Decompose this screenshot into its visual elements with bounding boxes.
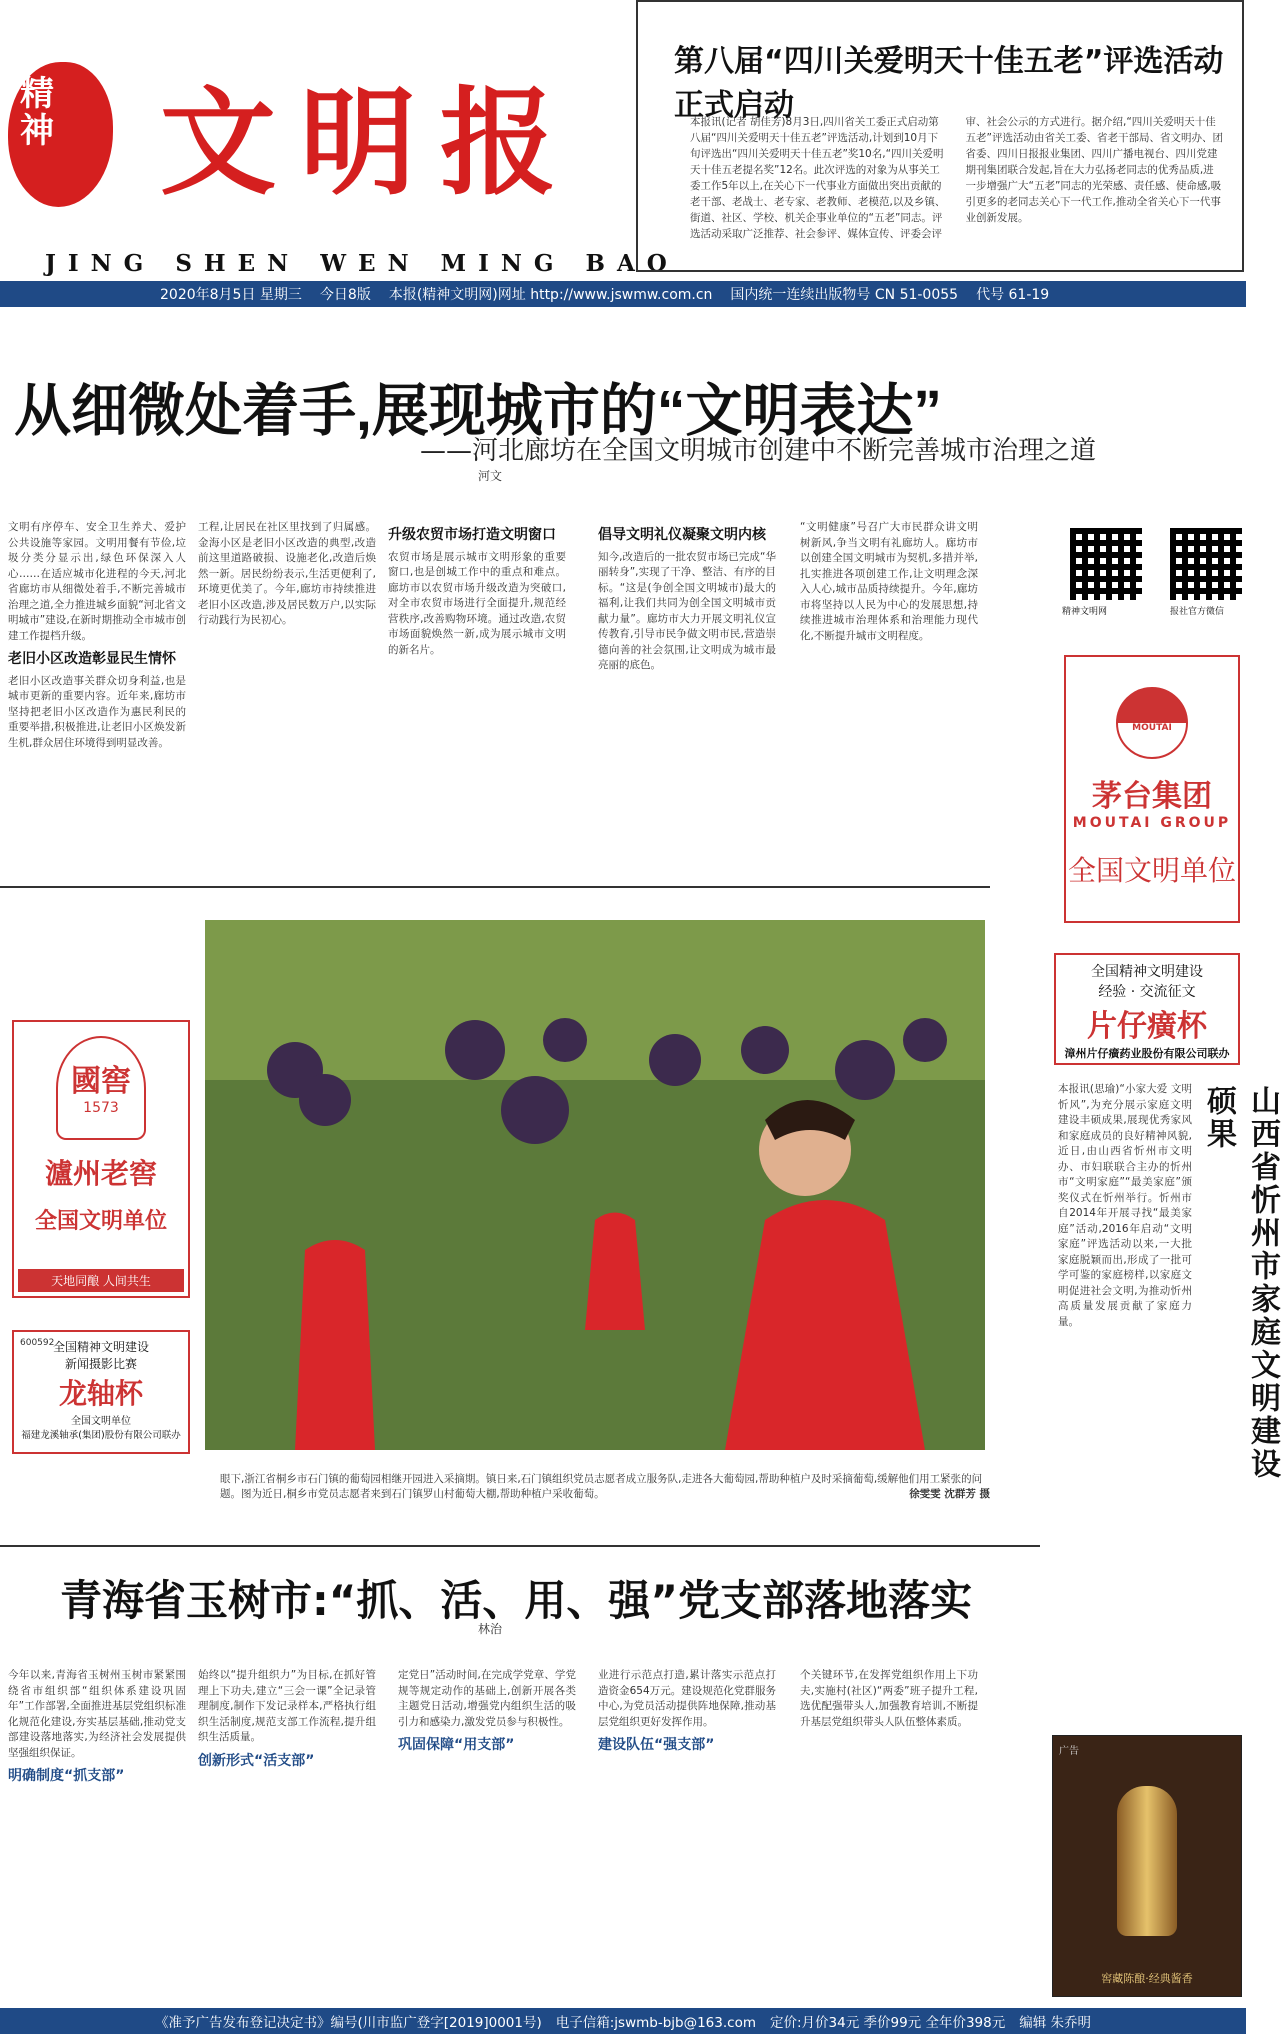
lead-col-3 — [388, 520, 566, 658]
longzhou-line1: 全国精神文明建设 — [52, 1340, 149, 1354]
postal-code: 代号 61-19 — [976, 287, 1050, 303]
second-col-3 — [398, 1668, 576, 1760]
moutai-en: MOUTAI GROUP — [1072, 815, 1232, 831]
liquor-bottle-icon — [1117, 1786, 1177, 1936]
lead-section-etiquette: 倡导文明礼仪凝聚文明内核 — [598, 527, 766, 543]
qr-label-1: 精神文明网 — [1062, 607, 1108, 617]
longzhou-code: 600592 — [20, 1338, 55, 1348]
issue-date: 2020年8月5日 星期三 — [160, 287, 302, 303]
masthead-seal-logo — [8, 62, 113, 207]
second-col-4-text: 业进行示范点打造,累计落实示范点打造资金654万元。建设规范化党群服务中心,为党员活动提供阵地保障,推动基层党组织更好发挥作用。 — [598, 1669, 776, 1728]
longzhou-company: 福建龙溪轴承(集团)股份有限公司联办 — [21, 1430, 181, 1441]
longzhou-name: 龙轴杯 — [58, 1377, 143, 1410]
guojiao-name: 國窖 — [71, 1064, 131, 1099]
moutai-logo-icon — [1116, 687, 1188, 759]
pzh-name: 片仔癀杯 — [1087, 1009, 1207, 1044]
lead-col-4 — [598, 520, 776, 674]
masthead-pinyin: JING SHEN WEN MING BAO — [45, 250, 679, 277]
lead-col-1 — [8, 520, 186, 751]
section-divider — [0, 886, 990, 888]
second-col-4 — [598, 1668, 776, 1760]
photo-caption-text: 眼下,浙江省桐乡市石门镇的葡萄园相继开园进入采摘期。镇日来,石门镇组织党员志愿者成立服务队,走进各大葡萄园,帮助种植户及时采摘葡萄,缓解他们用工紧张的问题。图为近日,桐乡市党员志愿者来到石门镇罗山村葡萄大棚,帮助种植户采收葡萄。 — [220, 1473, 983, 1500]
second-section-strengthen: 建设队伍“强支部” — [598, 1737, 715, 1753]
lead-byline: 河文 — [478, 469, 503, 483]
pzh-company: 漳州片仔癀药业股份有限公司联办 — [1064, 1047, 1230, 1060]
lead-section-old-community: 老旧小区改造彰显民生情怀 — [8, 651, 176, 667]
liquor-slogan: 窖藏陈酿·经典酱香 — [1101, 1972, 1193, 1985]
guojiao-brand: 瀘州老窖 — [44, 1157, 157, 1190]
lead-subhead: ——河北廊坊在全国文明城市创建中不断完善城市治理之道 — [420, 436, 1097, 466]
second-col-3-text: 定党日”活动时间,在完成学党章、学党规等规定动作的基础上,创新开展各类主题党日活动,增强党内组织生活的吸引力和感染力,激发党员参与积极性。 — [398, 1669, 576, 1728]
lead-section-market: 升级农贸市场打造文明窗口 — [388, 527, 556, 543]
second-col-1 — [8, 1668, 186, 1791]
second-col-5: 个关键环节,在发挥党组织作用上下功夫,实施村(社区)“两委”班子提升工程,选优配强带头人,加强教育培训,不断提升基层党组织带头人队伍整体素质。 — [800, 1669, 978, 1728]
longzhou-line2: 新闻摄影比赛 — [64, 1357, 137, 1371]
second-section-use: 巩固保障“用支部” — [398, 1737, 515, 1753]
moutai-logo-text: MOUTAI — [1132, 723, 1172, 733]
qr-label-2: 报社官方微信 — [1170, 607, 1225, 617]
lead-col-2: 工程,让居民在社区里找到了归属感。金海小区是老旧小区改造的典型,改造前这里道路破损、设施老化,改造后焕然一新。居民纷纷表示,生活更便利了,环境更优美了。今年,廊坊市持续推进老旧小区改造,涉及居民数万户,以实际行动践行为民初心。 — [198, 521, 376, 626]
side-story-title: 山西省忻州市家庭文明建设硕果 — [1201, 1085, 1280, 1481]
liquor-ad-tag: 广告 — [1059, 1746, 1079, 1757]
page-count: 今日8版 — [319, 287, 371, 303]
guojiao-tagline: 天地同酿 人间共生 — [18, 1269, 184, 1292]
second-col-1-text: 今年以来,青海省玉树州玉树市紧紧围绕省市组织部“组织体系建设巩固年”工作部署,全面推进基层党组织标准化规范化建设,夯实基层基础,推动党支部建设落地落实,为经济社会发展提供坚强组织保证。 — [8, 1669, 186, 1759]
photo-caption — [220, 1472, 990, 1502]
guojiao-ad[interactable] — [12, 1020, 190, 1298]
masthead-title: 文明报 — [160, 75, 580, 211]
footer-editor: 编辑 朱乔明 — [1019, 2015, 1092, 2031]
info-bar — [0, 281, 1246, 307]
moutai-slogan: 全国文明单位 — [1067, 854, 1236, 887]
second-section-activate: 创新形式“活支部” — [198, 1752, 315, 1769]
lead-col-3-text: 农贸市场是展示城市文明形象的重要窗口,也是创城工作中的重点和难点。廊坊市以农贸市场升级改造为突破口,对全市农贸市场进行全面提升,规范经营秩序,改善购物环境。通过改造,农贸市场面貌焕然一新,成为展示城市文明的新名片。 — [388, 550, 566, 656]
second-section-grasp: 明确制度“抓支部” — [8, 1768, 125, 1784]
moutai-name: 茅台集团 — [1092, 779, 1212, 814]
masthead-seal-text: 精神 — [20, 74, 54, 152]
longzhou-ad[interactable] — [12, 1330, 190, 1454]
grape-photo-illustration — [205, 920, 985, 1450]
footer-price: 定价:月价34元 季价99元 全年价398元 — [769, 2015, 1006, 2031]
section-divider-2 — [0, 1545, 1040, 1547]
lead-headline: 从细微处着手,展现城市的“文明表达” — [14, 379, 942, 443]
top-news-box — [636, 0, 1244, 272]
qr-code-website-icon[interactable] — [1070, 528, 1142, 600]
qr-code-wechat-icon[interactable] — [1170, 528, 1242, 600]
second-col-2-text: 始终以“提升组织力”为目标,在抓好管理上下功夫,建立“三会一课”全记录管理制度,制作下发记录样本,严格执行组织生活制度,规范支部工作流程,提升组织生活质量。 — [198, 1669, 376, 1743]
pzh-line2: 经验 · 交流征文 — [1098, 984, 1196, 1000]
footer-email[interactable]: 电子信箱:jswmb-bjb@163.com — [555, 2015, 756, 2031]
top-news-title: 第八届“四川关爱明天十佳五老”评选活动正式启动 — [674, 44, 1224, 123]
issn: 国内统一连续出版物号 CN 51-0055 — [730, 287, 959, 303]
longzhou-unit: 全国文明单位 — [71, 1416, 131, 1427]
guojiao-year: 1573 — [83, 1100, 119, 1116]
second-col-2 — [198, 1668, 376, 1775]
guojiao-badge-icon — [56, 1036, 146, 1140]
lead-col-1-text: 文明有序停车、安全卫生养犬、爱护公共设施等家园。文明用餐有节俭,垃圾分类分显示出,绿色环保深入人心……在适应城市化进程的今天,河北省廊坊市从细微处着手,不断完善城市治理之道,全力推进城乡面貌“河北省文明城市”建设,在新时期推动全市城市创建工作提档升级。 — [8, 521, 186, 642]
top-news-body: 本报讯(记者 胡佳芳)8月3日,四川省关工委正式启动第八届“四川关爱明天十佳五老”评选活动,计划到10月下旬评选出“四川关爱明天十佳五老”奖10名,“四川关爱明天十佳五老提名奖”12名。此次评选的对象为从事关工委工作5年以上,在关心下一代事业方面做出突出贡献的老干部、老战士、老专家、老教师、老模范,以及乡镇、街道、社区、学校、机关企事业单位的“五老”同志。评选活动采取广泛推荐、社会参评、媒体宣传、评委会评审、社会公示的方式进行。据介绍,“四川关爱明天十佳五老”评选活动由省关工委、省老干部局、省文明办、团省委、四川日报报业集团、四川广播电视台、四川党建期刊集团联合发起,旨在大力弘扬老同志的优秀品质,进一步增强广大“五老”同志的光荣感、责任感、使命感,吸引更多的老同志关心下一代工作,推动全省关心下一代事业创新发展。 — [690, 116, 1223, 240]
grape-harvest-photo — [205, 920, 985, 1450]
second-headline: 青海省玉树市:“抓、活、用、强”党支部落地落实 — [60, 1576, 973, 1625]
lead-col-5: “文明健康”号召广大市民群众讲文明树新风,争当文明有礼廊坊人。廊坊市以创建全国文明城市为契机,多措并举,扎实推进各项创建工作,让文明理念深入人心,城市品质持续提升。今年,廊坊市将坚持以人民为中心的发展思想,持续推进城市治理体系和治理能力现代化,不断提升城市文明程度。 — [800, 521, 978, 642]
liquor-ad[interactable] — [1052, 1735, 1242, 1997]
website[interactable]: 本报(精神文明网)网址 http://www.jswmw.com.cn — [388, 287, 713, 303]
photo-credit: 徐雯雯 沈群芳 摄 — [909, 1488, 990, 1500]
footer-bar — [0, 2008, 1246, 2034]
lead-col-1b-text: 老旧小区改造事关群众切身利益,也是城市更新的重要内容。近年来,廊坊市坚持把老旧小区改造作为惠民利民的重要举措,积极推进,让老旧小区焕发新生机,群众居住环境得到明显改善。 — [8, 674, 186, 749]
side-story-body: 本报讯(思瑜)“小家大爱 文明忻风”,为充分展示家庭文明建设丰硕成果,展现优秀家风和家庭成员的良好精神风貌,近日,由山西省忻州市文明办、市妇联联合主办的忻州市“文明家庭”“最美家庭”颁奖仪式在忻州举行。忻州市自2014年开展寻找“最美家庭”活动,2016年启动“文明家庭”评选活动以来,一大批家庭脱颖而出,形成了一批可学可鉴的家庭榜样,以家庭文明促进社会文明,为推动忻州高质量发展贡献了家庭力量。 — [1058, 1083, 1192, 1328]
pianzaihuang-ad[interactable] — [1054, 953, 1240, 1065]
guojiao-slogan: 全国文明单位 — [34, 1209, 167, 1234]
lead-col-4-text: 知今,改造后的一批农贸市场已完成“华丽转身”,实现了干净、整洁、有序的目标。“这是(争创全国文明城市)最大的福利,让我们共同为创全国文明城市贡献力量”。廊坊市大力开展文明礼仪宣传教育,引导市民争做文明市民,营造崇德向善的社会氛围,让文明成为城市最亮丽的底色。 — [598, 550, 776, 671]
moutai-ad[interactable] — [1064, 655, 1240, 923]
pzh-line1: 全国精神文明建设 — [1091, 964, 1203, 980]
second-byline: 林治 — [478, 1622, 503, 1636]
footer-license: 《准予广告发布登记决定书》编号(川市监广登字[2019]0001号) — [154, 2015, 542, 2031]
